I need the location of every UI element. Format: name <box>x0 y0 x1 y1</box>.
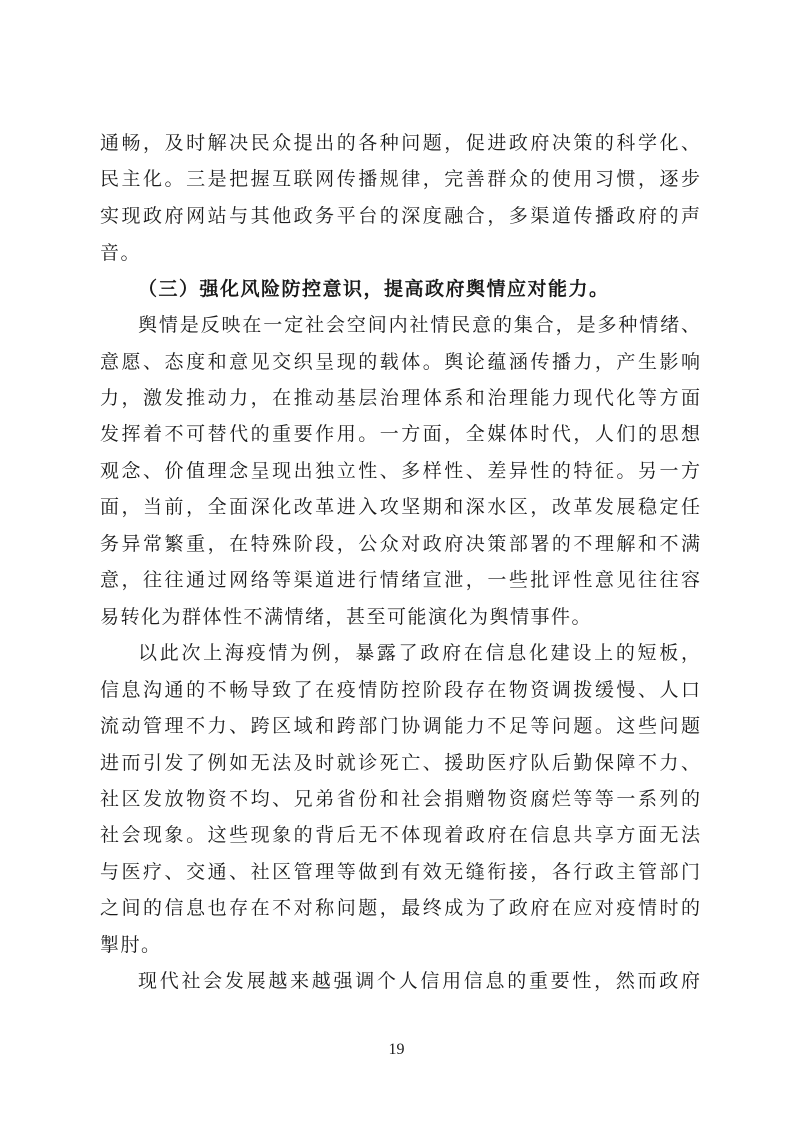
body-text-line: 实现政府网站与其他政务平台的深度融合，多渠道传播政府的声 <box>100 205 700 227</box>
body-text-line: 通畅，及时解决民众提出的各种问题，促进政府决策的科学化、 <box>100 132 700 154</box>
body-text-line: 面，当前，全面深化改革进入攻坚期和深水区，改革发展稳定任 <box>100 496 700 518</box>
body-text-line: 发挥着不可替代的重要作用。一方面，全媒体时代，人们的思想 <box>100 423 700 445</box>
body-text-line: 现代社会发展越来越强调个人信用信息的重要性，然而政府 <box>138 970 700 992</box>
body-text-line: 力，激发推动力，在推动基层治理体系和治理能力现代化等方面 <box>100 387 700 409</box>
body-text-line: 意，往往通过网络等渠道进行情绪宣泄，一些批评性意见往往容 <box>100 569 700 591</box>
section-heading: （三）强化风险防控意识，提高政府舆情应对能力。 <box>138 278 610 300</box>
body-text-line: 之间的信息也存在不对称问题，最终成为了政府在应对疫情时的 <box>100 897 700 919</box>
page-number: 19 <box>388 1041 405 1058</box>
body-text-line: 掣肘。 <box>100 934 162 956</box>
body-text-line: 社会现象。这些现象的背后无不体现着政府在信息共享方面无法 <box>100 824 700 846</box>
body-text-line: 易转化为群体性不满情绪，甚至可能演化为舆情事件。 <box>100 606 593 628</box>
body-text-line: 信息沟通的不畅导致了在疫情防控阶段存在物资调拨缓慢、人口 <box>100 679 700 701</box>
body-text-line: 进而引发了例如无法及时就诊死亡、援助医疗队后勤保障不力、 <box>100 752 700 774</box>
body-text-line: 意愿、态度和意见交织呈现的载体。舆论蕴涵传播力，产生影响 <box>100 351 700 373</box>
body-text-line: 与医疗、交通、社区管理等做到有效无缝衔接，各行政主管部门 <box>100 861 700 883</box>
body-text-line: 音。 <box>100 242 142 264</box>
body-text-line: 务异常繁重，在特殊阶段，公众对政府决策部署的不理解和不满 <box>100 533 700 555</box>
body-text-line: 观念、价值理念呈现出独立性、多样性、差异性的特征。另一方 <box>100 460 700 482</box>
body-text-line: 以此次上海疫情为例，暴露了政府在信息化建设上的短板， <box>138 642 700 664</box>
body-text-line: 流动管理不力、跨区域和跨部门协调能力不足等问题。这些问题 <box>100 715 700 737</box>
body-text-line: 民主化。三是把握互联网传播规律，完善群众的使用习惯，逐步 <box>100 168 700 190</box>
body-text-line: 社区发放物资不均、兄弟省份和社会捐赠物资腐烂等等一系列的 <box>100 788 700 810</box>
body-text-line: 舆情是反映在一定社会空间内社情民意的集合，是多种情绪、 <box>138 314 700 336</box>
